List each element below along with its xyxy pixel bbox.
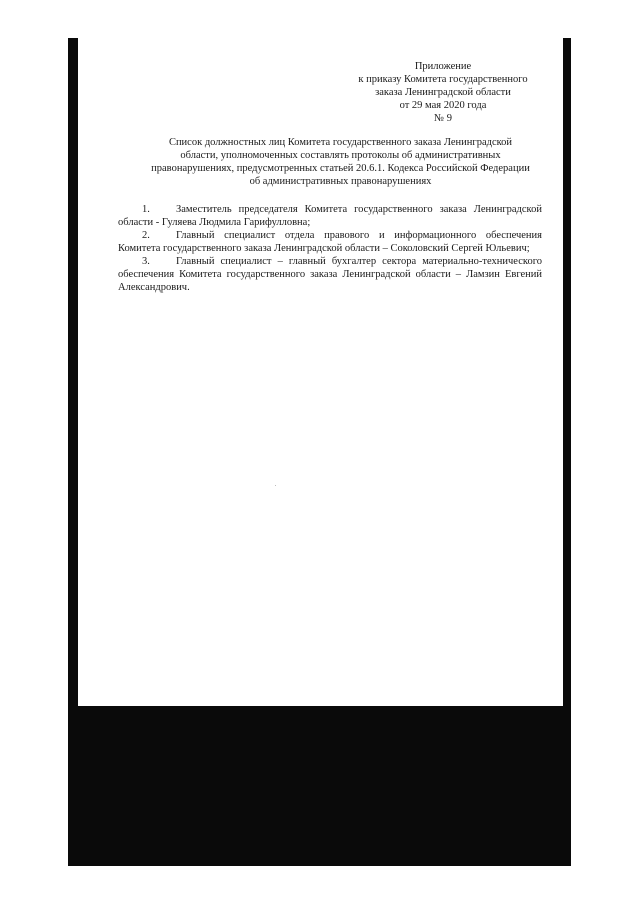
list-item-number: 1. xyxy=(142,204,150,215)
list-item-text: Главный специалист – главный бухгалтер сектора материально-технического обеспечения Комитета государственного заказа Ленинградской области – Ламзин Евгений Александрович. xyxy=(118,256,542,293)
title-line: Список должностных лиц Комитета государственного заказа Ленинградской xyxy=(168,137,513,148)
document-page xyxy=(78,38,563,706)
list-item xyxy=(118,203,542,229)
appendix-line: от 29 мая 2020 года xyxy=(399,100,487,111)
scan-speck xyxy=(275,485,276,486)
appendix-line: заказа Ленинградской области xyxy=(375,87,511,98)
list-item xyxy=(118,229,542,255)
list-item-text: Главный специалист отдела правового и информационного обеспечения Комитета государственного заказа Ленинградской области – Соколовский Сергей Юльевич; xyxy=(118,230,542,254)
list-item-number: 2. xyxy=(142,230,150,241)
appendix-header xyxy=(328,60,558,125)
officials-list xyxy=(118,203,542,294)
title-line: области, уполномоченных составлять протоколы об административных xyxy=(180,150,501,161)
appendix-line: № 9 xyxy=(434,113,452,124)
list-item-text: Заместитель председателя Комитета государственного заказа Ленинградской области - Гуляева Людмила Гарифулловна; xyxy=(118,204,542,228)
list-item-number: 3. xyxy=(142,256,150,267)
title-line: об административных правонарушениях xyxy=(249,176,432,187)
list-item xyxy=(118,255,542,294)
document-title xyxy=(118,136,563,188)
appendix-line: Приложение xyxy=(414,61,472,72)
appendix-line: к приказу Комитета государственного xyxy=(358,74,528,85)
title-line: правонарушениях, предусмотренных статьей 20.6.1. Кодекса Российской Федерации xyxy=(151,163,530,174)
